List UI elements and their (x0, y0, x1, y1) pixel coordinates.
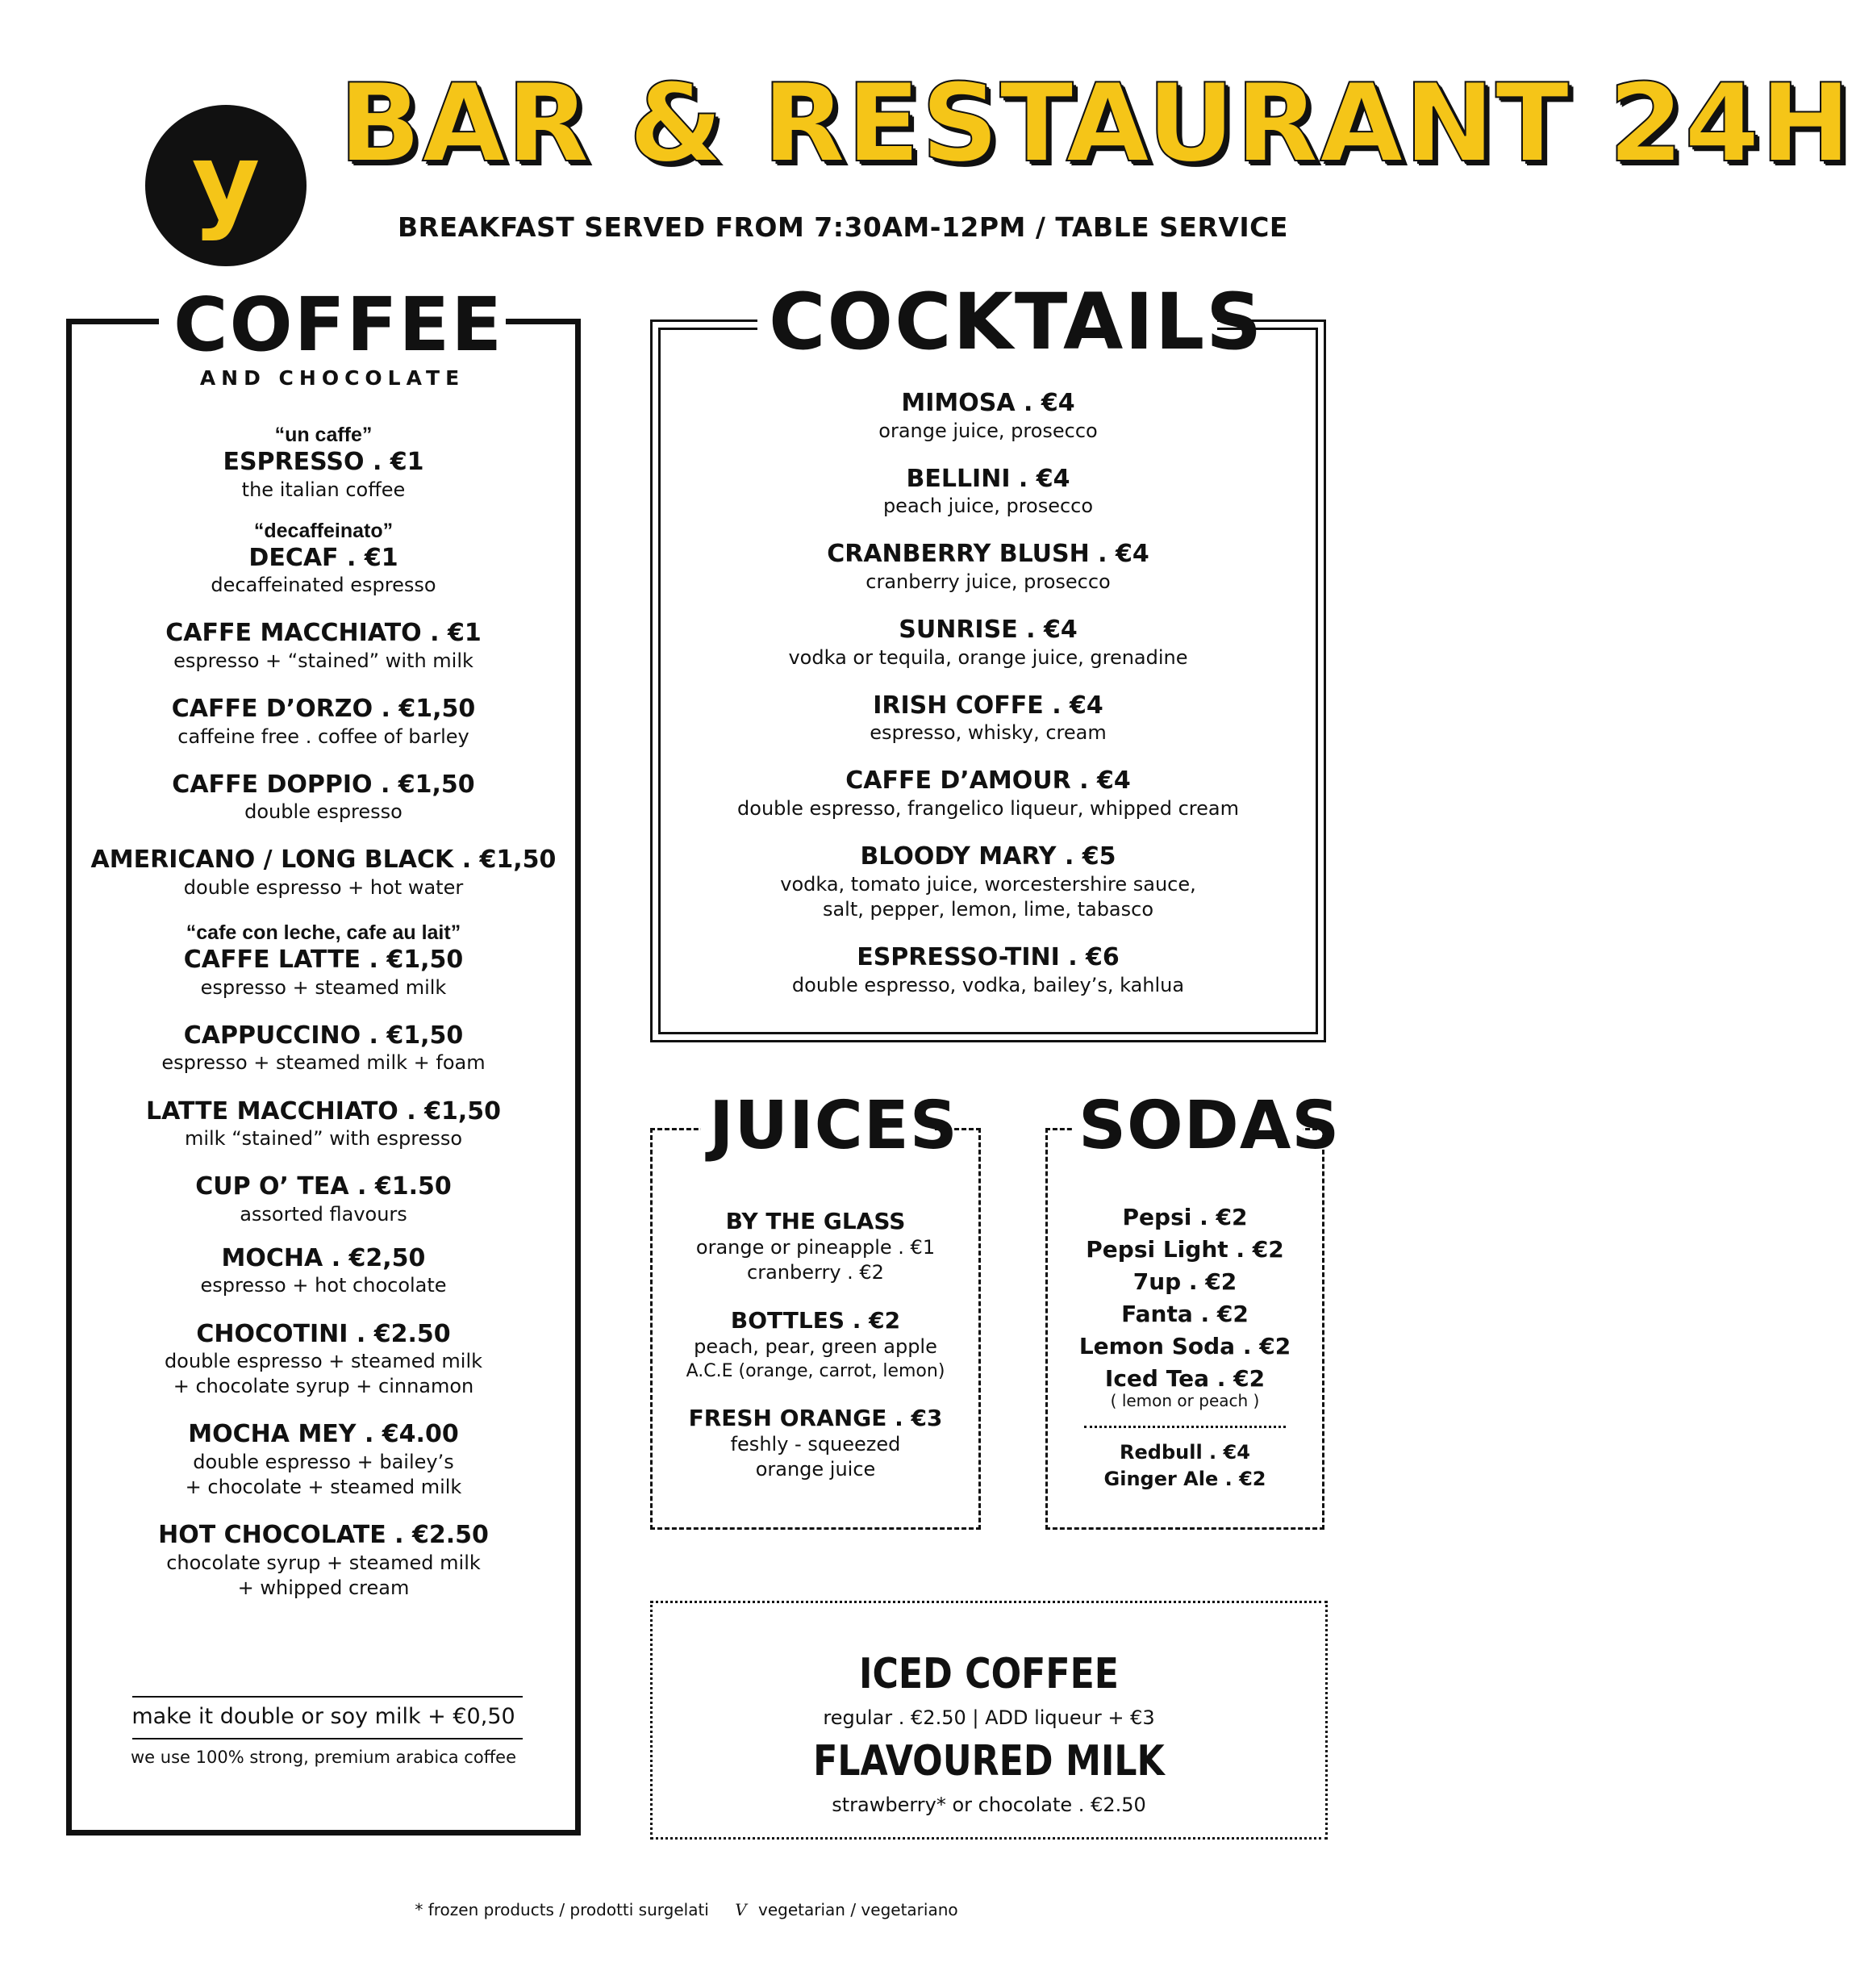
item-description-2: salt, pepper, lemon, lime, tabasco (822, 897, 1154, 921)
item-name: CAPPUCCINO . €1,50 (183, 1021, 464, 1050)
menu-item (653, 842, 1324, 922)
item-name: HOT CHOCOLATE . €2.50 (158, 1521, 489, 1550)
item-name: MIMOSA . €4 (901, 389, 1075, 417)
item-name: BELLINI . €4 (906, 464, 1070, 493)
soda-item: Lemon Soda . €2 (1078, 1333, 1291, 1359)
item-description: decaffeinated espresso (211, 574, 436, 597)
juice-list (653, 1207, 978, 1504)
dotted-divider (1084, 1426, 1286, 1428)
footer-legend (0, 1900, 1373, 1919)
item-name: MOCHA . €2,50 (221, 1243, 426, 1272)
menu-item (653, 1306, 978, 1383)
menu-item (72, 1319, 575, 1400)
item-name: ESPRESSO . €1 (223, 448, 424, 476)
item-description: peach juice, prosecco (882, 495, 1094, 518)
iced-coffee-title: ICED COFFEE (859, 1650, 1119, 1698)
item-description: double espresso, vodka, bailey’s, kahlua (791, 973, 1185, 996)
soda-item: 7up . €2 (1132, 1268, 1237, 1295)
item-description: peach, pear, green apple (694, 1335, 937, 1359)
page-subtitle: BREAKFAST SERVED FROM 7:30AM-12PM / TABLE SERVICE (398, 211, 1288, 243)
menu-item (653, 1207, 978, 1285)
item-description: orange juice, prosecco (878, 419, 1098, 442)
item-description: espresso + hot chocolate (200, 1274, 447, 1297)
cocktail-list (653, 388, 1324, 1018)
item-description: espresso + “stained” with milk (173, 649, 473, 672)
iced-tea-note: ( lemon or peach ) (1110, 1391, 1260, 1410)
item-name: DECAF . €1 (248, 543, 398, 572)
item-name: ESPRESSO-TINI . €6 (857, 943, 1120, 971)
logo (145, 105, 307, 266)
item-name: CHOCOTINI . €2.50 (196, 1319, 451, 1348)
flavoured-milk-description: strawberry* or chocolate . €2.50 (832, 1794, 1146, 1816)
item-name: FRESH ORANGE . €3 (688, 1405, 943, 1432)
item-alias: “un caffe” (274, 424, 373, 446)
coffee-subtitle: AND CHOCOLATE (199, 366, 465, 390)
item-name: BOTTLES . €2 (730, 1307, 901, 1334)
coffee-title: COFFEE (159, 288, 506, 362)
soda-item: Fanta . €2 (1121, 1301, 1249, 1327)
coffee-quality-note: we use 100% strong, premium arabica coffee (131, 1748, 516, 1767)
soda-item: Pepsi Light . €2 (1086, 1236, 1284, 1263)
item-description: espresso + steamed milk (200, 975, 447, 999)
vegetarian-icon: V (735, 1900, 747, 1919)
soda-extra-item: Ginger Ale . €2 (1103, 1468, 1266, 1490)
item-description-2: + chocolate + steamed milk (185, 1476, 462, 1499)
juices-section (650, 1088, 981, 1530)
menu-item (72, 423, 575, 503)
cocktails-section (650, 277, 1326, 1042)
flavoured-milk-title: FLAVOURED MILK (813, 1737, 1165, 1785)
item-description-2: cranberry . €2 (747, 1261, 884, 1284)
menu-item (72, 1419, 575, 1500)
menu-item (72, 1021, 575, 1076)
item-name: CUP O’ TEA . €1.50 (195, 1172, 452, 1201)
sodas-title: SODAS (1072, 1093, 1303, 1159)
item-description: espresso, whisky, cream (870, 721, 1107, 745)
iced-coffee-description: regular . €2.50 | ADD liqueur + €3 (823, 1706, 1155, 1729)
menu-item (72, 845, 575, 900)
menu-item (653, 691, 1324, 746)
item-name: MOCHA MEY . €4.00 (188, 1420, 459, 1449)
item-name: LATTE MACCHIATO . €1,50 (146, 1096, 501, 1126)
soda-extra-item: Redbull . €4 (1120, 1441, 1250, 1464)
juices-title: JUICES (701, 1093, 935, 1159)
item-name: CAFFE D’AMOUR . €4 (845, 766, 1131, 796)
menu-item (72, 1520, 575, 1601)
menu-item (72, 770, 575, 825)
soda-item: Iced Tea . €2 (1104, 1365, 1266, 1392)
item-name: CRANBERRY BLUSH . €4 (827, 540, 1149, 569)
menu-item (72, 1172, 575, 1227)
item-description-2: + whipped cream (237, 1577, 410, 1599)
item-description: espresso + steamed milk + foam (161, 1051, 486, 1075)
item-name: BLOODY MARY . €5 (860, 842, 1116, 871)
item-description: feshly - squeezed (730, 1433, 901, 1456)
menu-item (653, 539, 1324, 595)
menu-item (653, 615, 1324, 670)
coffee-upgrade-note: make it double or soy milk + €0,50 (131, 1704, 515, 1729)
item-description-2: A.C.E (orange, carrot, lemon) (686, 1360, 945, 1381)
menu-item (653, 388, 1324, 444)
menu-item (72, 519, 575, 599)
divider (132, 1696, 523, 1698)
menu-item (72, 1243, 575, 1299)
item-name: BY THE GLASS (725, 1208, 906, 1234)
coffee-section (66, 282, 581, 1836)
item-description: orange or pineapple . €1 (695, 1236, 936, 1259)
menu-item (72, 618, 575, 674)
menu-item (653, 942, 1324, 998)
item-description: double espresso + bailey’s (193, 1450, 454, 1473)
menu-item (653, 766, 1324, 821)
coffee-list (72, 423, 575, 1621)
item-description-2: orange juice (755, 1458, 876, 1481)
item-name: SUNRISE . €4 (899, 616, 1078, 645)
sodas-section (1045, 1088, 1341, 1530)
menu-item (653, 1404, 978, 1482)
menu-item (72, 694, 575, 750)
item-description: cranberry juice, prosecco (866, 570, 1111, 593)
item-alias: “cafe con leche, cafe au lait” (186, 921, 461, 945)
item-name: CAFFE LATTE . €1,50 (183, 946, 464, 975)
item-alias: “decaffeinato” (253, 519, 394, 542)
logo-letter: y (191, 120, 261, 243)
item-name: AMERICANO / LONG BLACK . €1,50 (90, 846, 557, 875)
item-description: assorted flavours (240, 1202, 407, 1226)
item-description: double espresso, frangelico liqueur, whipped cream (737, 796, 1239, 820)
item-description: caffeine free . coffee of barley (177, 725, 469, 748)
item-description: chocolate syrup + steamed milk (166, 1551, 481, 1574)
item-name: CAFFE DOPPIO . €1,50 (172, 770, 475, 799)
soda-list (1048, 1201, 1322, 1493)
item-description: milk “stained” with espresso (184, 1127, 463, 1150)
item-description: vodka, tomato juice, worcestershire sauce, (780, 872, 1196, 896)
soda-item: Pepsi . €2 (1122, 1204, 1248, 1230)
item-description-2: + chocolate syrup + cinnamon (173, 1375, 474, 1398)
item-name: IRISH COFFE . €4 (873, 691, 1103, 720)
page-title: BAR & RESTAURANT 24H (339, 61, 1852, 186)
menu-item (653, 464, 1324, 520)
cocktails-title: COCKTAILS (757, 283, 1217, 361)
frozen-legend: * frozen products / prodotti surgelati (415, 1900, 709, 1919)
item-description: the italian coffee (241, 478, 406, 501)
item-name: CAFFE MACCHIATO . €1 (165, 619, 482, 648)
item-description: double espresso + steamed milk (164, 1350, 483, 1373)
item-description: vodka or tequila, orange juice, grenadine (788, 645, 1188, 669)
menu-item (72, 921, 575, 1000)
item-description: double espresso + hot water (183, 875, 464, 899)
item-description: double espresso (244, 800, 403, 824)
menu-item (72, 1096, 575, 1152)
divider (132, 1738, 523, 1740)
iced-coffee-section (650, 1601, 1328, 1840)
item-name: CAFFE D’ORZO . €1,50 (171, 695, 476, 724)
vegetarian-legend: vegetarian / vegetariano (758, 1900, 958, 1919)
